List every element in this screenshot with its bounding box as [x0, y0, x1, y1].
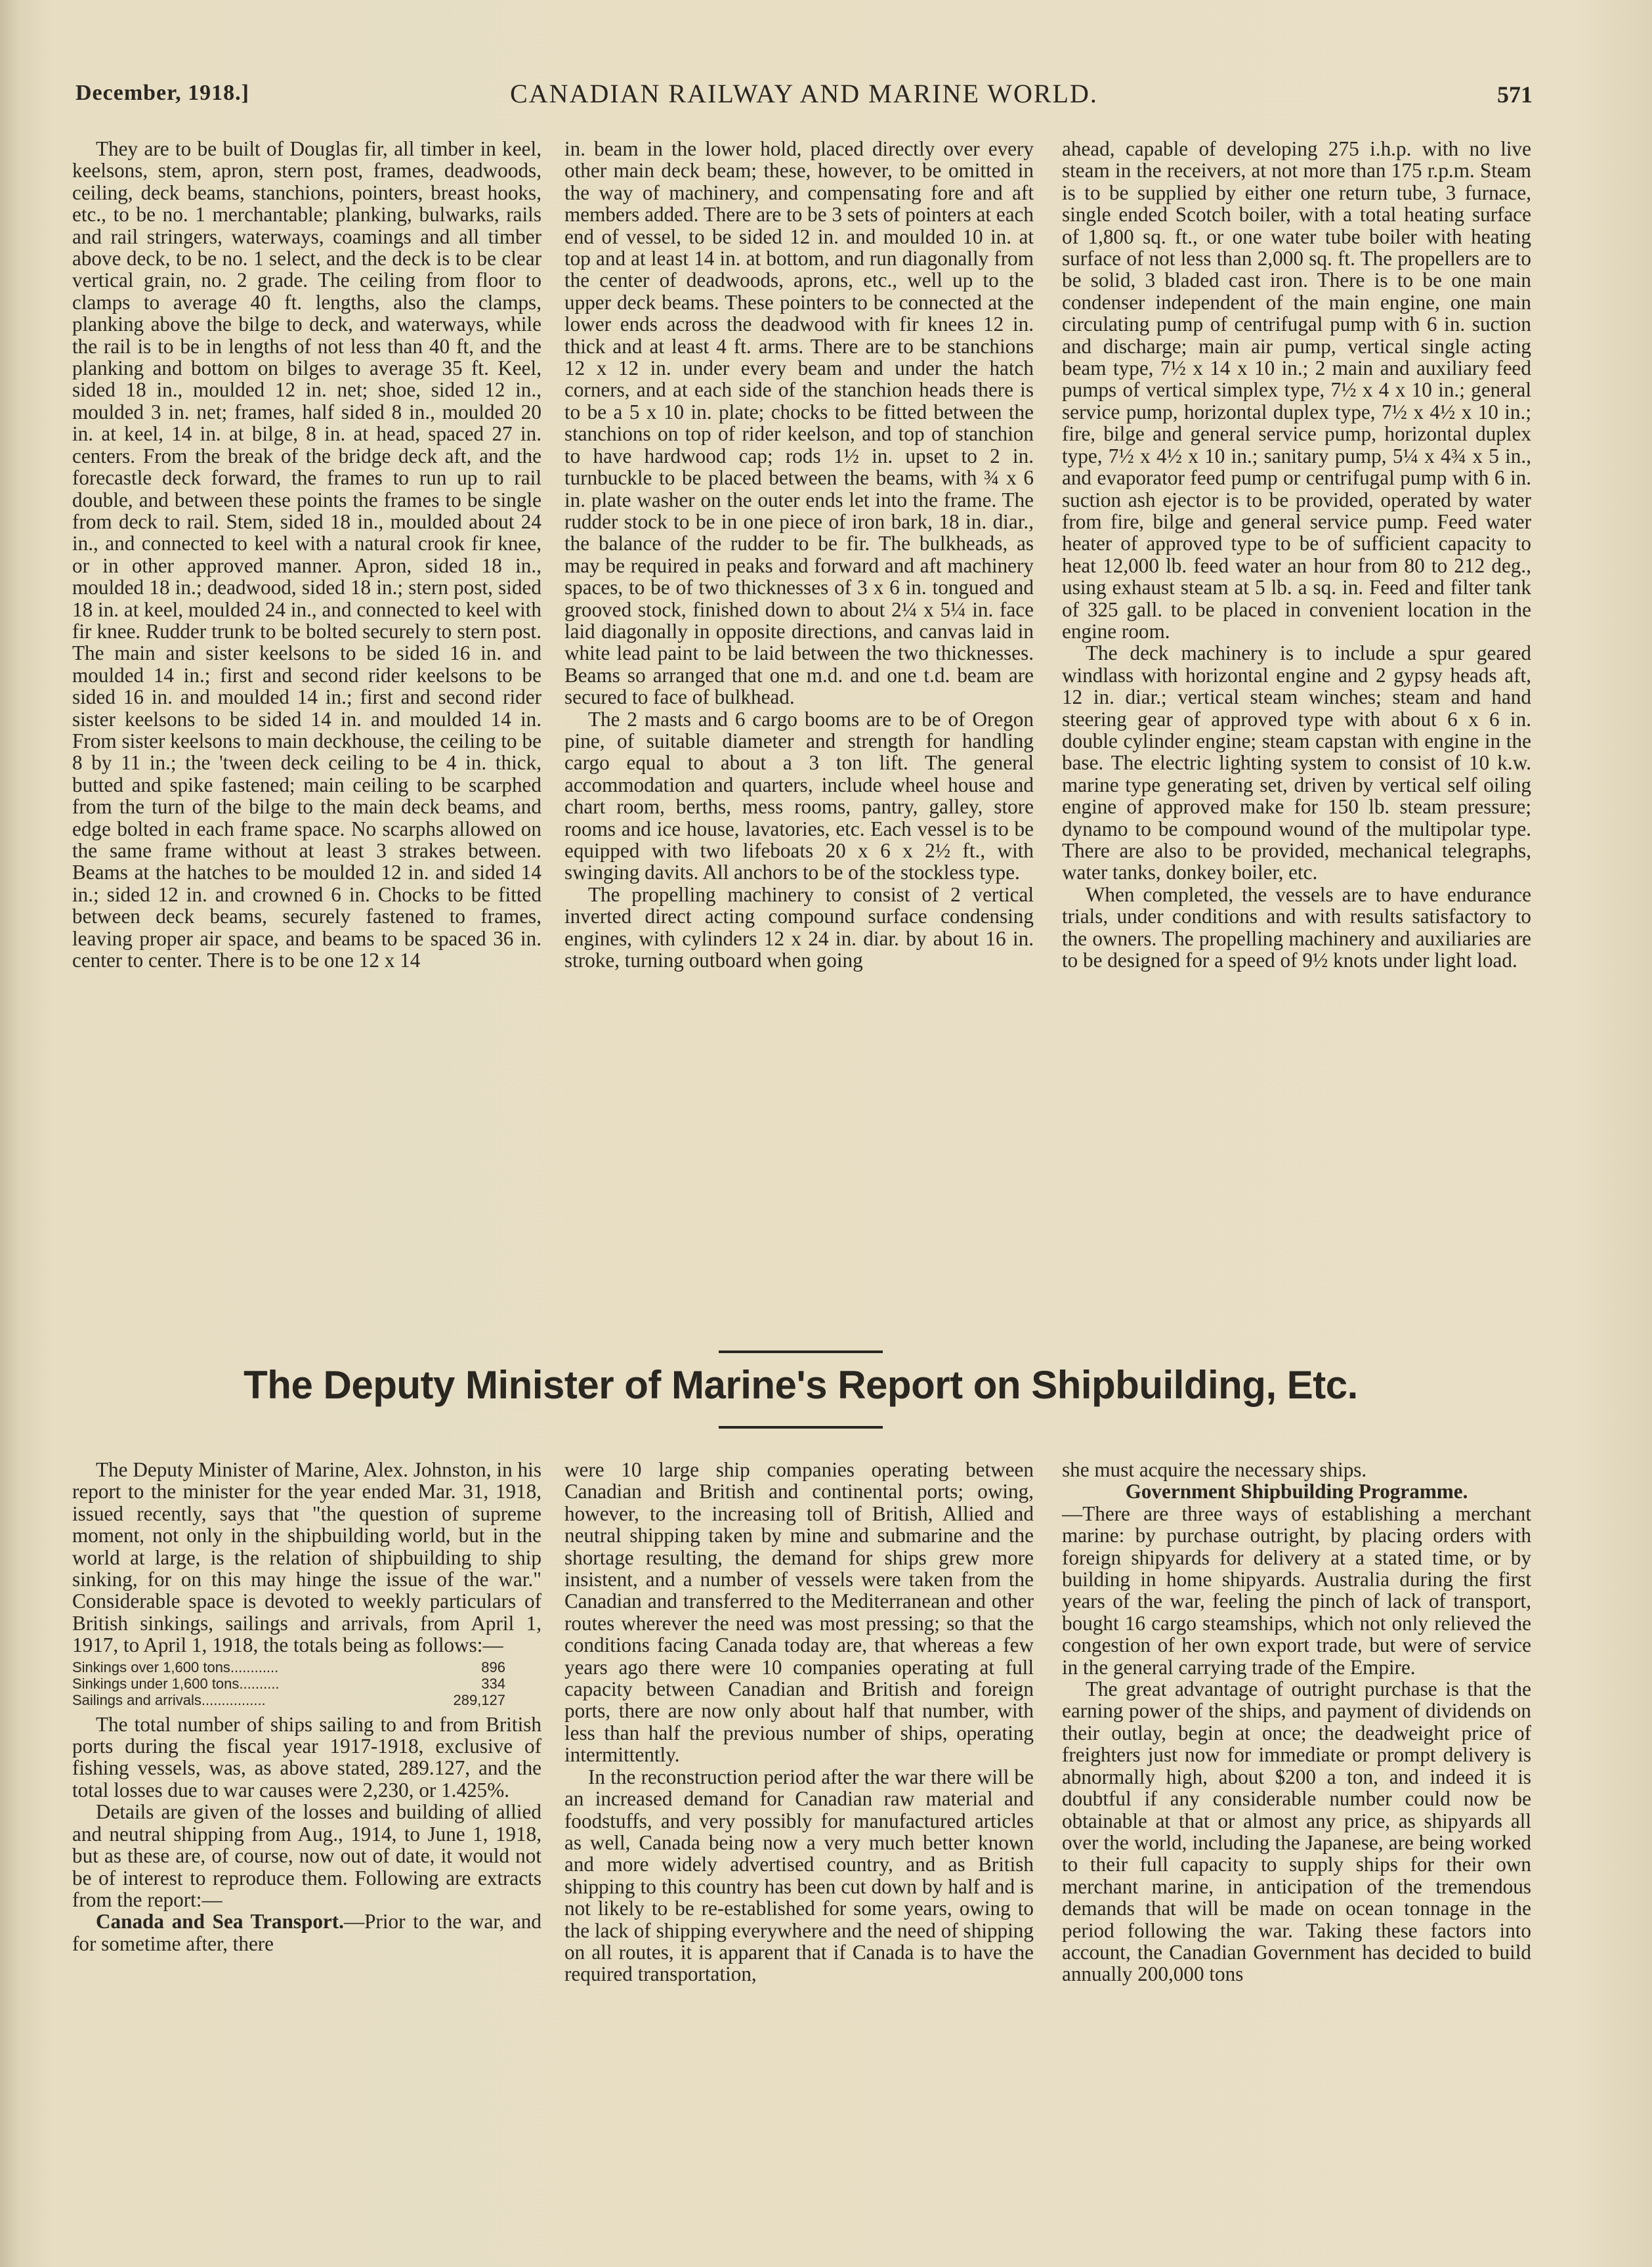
section-subhead: Canada and Sea Transport. [96, 1910, 344, 1933]
sinkings-stats-table [72, 1659, 541, 1708]
stats-row [72, 1659, 505, 1675]
paragraph: The deck machinery is to include a spur geared windlass with horizontal engine and 2 gypsy heads aft, 12 in. diar.; vertical steam winches; steam and hand steering gear of approved type with about 6 x 6 in. double cylinder engine; steam capstan with engine in the base. The electric lighting system to consist of 10 k.w. marine type generating set, driven by vertical self oiling engine of approved make for 150 lb. steam pressure; dynamo to be compound wound of the multipolar type. There are also to be provided, mechanical telegraphs, water tanks, donkey boiler, etc. [1062, 641, 1531, 884]
paragraph: were 10 large ship companies operating between Canadian and British and continental ports; owing, however, to the increasing toll of British, Allied and neutral shipping taken by mine and submarine and the shortage resulting, the demand for ships grew more insistent, and a number of vessels were taken from the Canadian and transferred to the Mediterranean and other routes wherever the need was most pressing; so that the conditions facing Canada today are, that whereas a few years ago there were 10 companies operating at full capacity between Canadian and British and foreign ports, there are now only about half that number, with less than half the previous number of ships, operating intermittently. [564, 1458, 1034, 1767]
stats-label: Sailings and arrivals................ [72, 1691, 266, 1708]
stats-value: 289,127 [453, 1691, 505, 1708]
stats-row [72, 1675, 505, 1692]
bottom-article-column-1 [72, 1459, 541, 1954]
paragraph: ahead, capable of developing 275 i.h.p. with no live steam in the receivers, at not more than 175 r.p.m. Steam is to be supplied by either one return tube, 3 furnace, single ended Scotch boiler, with a total heating surface of 1,800 sq. ft., or one water tube boiler with heating surface of not less than 2,000 sq. ft. The propellers are to be solid, 3 bladed cast iron. There is to be one main condenser independent of the main engine, one main circulating pump of centrifugal pump with 6 in. suction and discharge; main air pump, vertical single acting beam type, 7½ x 14 x 10 in.; 2 main and auxiliary feed pumps of vertical simplex type, 7½ x 4 x 10 in.; general service pump, horizontal duplex type, 7½ x 4½ x 10 in.; fire, bilge and general service pump, horizontal duplex type, 7½ x 4½ x 10 in.; sanitary pump, 5¼ x 4¾ x 5 in., and evaporator feed pump or centrifugal pump with 6 in. suction ash ejector is to be provided, operated by water from fire, bilge and general service pump. Feed water heater of approved type to be of sufficient capacity to heat 12,000 lb. feed water an hour from 80 to 212 deg., using exhaust steam at 5 lb. a sq. in. Feed and filter tank of 325 gall. to be placed in convenient location in the engine room. [1062, 137, 1531, 643]
bottom-article-column-2 [564, 1459, 1034, 1985]
stats-row [72, 1692, 505, 1708]
issue-date: December, 1918.] [75, 81, 249, 105]
bottom-article-column-3 [1062, 1459, 1531, 1985]
stats-value: 334 [481, 1675, 505, 1692]
paragraph: The total number of ships sailing to and from British ports during the fiscal year 1917-1918, exclusive of fishing vessels, was, as above stated, 289.127, and the total losses due to war causes were 2,230, or 1.425%. [72, 1712, 541, 1802]
paragraph: she must acquire the necessary ships. [1062, 1458, 1367, 1481]
paragraph [72, 1911, 541, 1954]
paragraph: —There are three ways of establishing a merchant marine: by purchase outright, by placing orders with foreign shipyards for delivery at a stated time, or by building in home shipyards. Australia during the first years of the war, feeling the pinch of lack of transport, bought 16 cargo steamships, which not only relieved the congestion of her own export trade, but were of service in the general carrying trade of the Empire. [1062, 1501, 1531, 1679]
paragraph: When completed, the vessels are to have endurance trials, under conditions and with results satisfactory to the owners. The propelling machinery and auxiliaries are to be designed for a speed of 9½ knots under light load. [1062, 882, 1531, 972]
stats-label: Sinkings over 1,600 tons............ [72, 1658, 279, 1675]
top-article-column-2 [564, 138, 1034, 971]
paragraph: The 2 masts and 6 cargo booms are to be of Oregon pine, of suitable diameter and strength for handling cargo equal to about a 3 ton lift. The general accommodation and quarters, include wheel house and chart room, berths, mess rooms, pantry, galley, store rooms and ice house, lavatories, etc. Each vessel is to be equipped with two lifeboats 20 x 6 x 2½ ft., with swinging davits. All anchors to be of the stockless type. [564, 707, 1034, 884]
top-article-column-3 [1062, 138, 1531, 971]
paragraph: The great advantage of outright purchase is that the earning power of the ships, and payment of dividends on their outlay, begin at once; the deadweight price of freighters just now for immediate or prompt delivery is abnormally high, about $200 a ton, and indeed it is doubtful if any considerable number could now be obtainable at that or almost any price, as shipyards all over the world, including the Japanese, are being worked to their full capacity to supply ships for their own merchant marine, in anticipation of the tremendous demands that will be made on ocean tonnage in the period following the war. Taking these factors into account, the Canadian Government has decided to build annually 200,000 tons [1062, 1677, 1531, 1986]
article-headline: The Deputy Minister of Marine's Report on Shipbuilding, Etc. [244, 1363, 1358, 1407]
page-number: 571 [1497, 81, 1533, 108]
paragraph-text: —Prior to the war, and for sometime after, there [72, 1910, 541, 1955]
paragraph: They are to be built of Douglas fir, all timber in keel, keelsons, stem, apron, stern post, frames, deadwoods, ceiling, deck beams, stanchions, pointers, breast hooks, etc., to be no. 1 merchantable; planking, bulwarks, rails and rail stringers, waterways, coamings and all timber above deck, to be no. 1 select, and the deck is to be clear vertical grain, no. 2 grade. The ceiling from floor to clamps to average 40 ft. lengths, also the clamps, planking above the bilge to deck, and waterways, while the rail is to be in lengths of not less than 40 ft, and the planking and bottom on bilges to average 35 ft. Keel, sided 18 in., moulded 12 in. net; shoe, sided 12 in., moulded 3 in. net; frames, half sided 8 in., moulded 20 in. at keel, 14 in. at bilge, 8 in. at head, spaced 27 in. centers. From the break of the bridge deck aft, and the forecastle deck forward, the frames to run up to rail double, and between these points the frames to be single from deck to rail. Stem, sided 18 in., moulded about 24 in., and connected to keel with a natural crook fir knee, or in other approved manner. Apron, sided 18 in., moulded 18 in.; deadwood, sided 18 in.; stern post, sided 18 in. at keel, moulded 24 in., and connected to keel with fir knee. Rudder trunk to be bolted securely to stern post. The main and sister keelsons to be sided 16 in. and moulded 14 in.; first and second rider keelsons to be sided 16 in. and moulded 14 in.; first and second rider sister keelsons to be sided 14 in. and moulded 14 in. From sister keelsons to main deckhouse, the ceiling to be 8 by 11 in.; the 'tween deck ceiling to be 4 in. thick, butted and spike fastened; main ceiling to be scarphed from the turn of the bilge to the main deck beams, and edge bolted in each frame space. No scarphs allowed on the same frame without at least 3 strakes between. Beams at the hatches to be moulded 12 in. and sided 14 in.; sided 12 in. and crowned 6 in. Chocks to be fitted between deck beams, securely fastened to frames, leaving proper air space, and beams to be spaced 36 in. center to center. There is to be one 12 x 14 [72, 137, 541, 972]
paragraph: The propelling machinery to consist of 2 vertical inverted direct acting compound surface condensing engines, with cylinders 12 x 24 in. diar. by about 16 in. stroke, turning outboard when going [564, 882, 1034, 972]
divider-rule [719, 1350, 883, 1353]
section-subhead: Government Shipbuilding Programme. [1125, 1480, 1468, 1503]
paragraph: Details are given of the losses and building of allied and neutral shipping from Aug., 1914, to June 1, 1918, but as these are, of course, now out of date, it would not be of interest to reproduce them. Following are extracts from the report:— [72, 1800, 541, 1911]
page-header [75, 76, 1533, 115]
stats-label: Sinkings under 1,600 tons.......... [72, 1675, 280, 1692]
stats-value: 896 [481, 1658, 505, 1675]
publication-title: CANADIAN RAILWAY AND MARINE WORLD. [510, 79, 1098, 108]
divider-rule [719, 1426, 883, 1429]
paragraph: The Deputy Minister of Marine, Alex. Johnston, in his report to the minister for the year ended Mar. 31, 1918, issued recently, says that "the question of supreme moment, not only in the shipbuilding world, but in the world at large, is the relation of shipbuilding to ship sinking, for on this may hinge the issue of the war." Considerable space is devoted to weekly particulars of British sinkings, sailings and arrivals, from April 1, 1917, to April 1, 1918, the totals being as follows:— [72, 1458, 541, 1657]
paragraph: in. beam in the lower hold, placed directly over every other main deck beam; these, however, to be omitted in the way of machinery, and compensating fore and aft members added. There are to be 3 sets of pointers at each end of vessel, to be sided 12 in. and moulded 10 in. at top and at least 14 in. at bottom, and run diagonally from the center of deadwoods, aprons, etc., well up to the upper deck beams. These pointers to be connected at the lower ends across the deadwood with fir knees 12 in. thick and at least 4 ft. arms. There are to be stanchions 12 x 12 in. under every beam and under the hatch corners, and at each side of the stanchion heads there is to be a 5 x 10 in. plate; chocks to be fitted between the stanchions on top of rider keelson, and top of stanchion to have hardwood cap; rods 1½ in. upset to 2 in. turnbuckle to be placed between the beams, with ¾ x 6 in. plate washer on the outer ends let into the frame. The rudder stock to be in one piece of iron bark, 18 in. diar., the balance of the rudder to be fir. The bulkheads, as may be required in peaks and forward and aft machinery spaces, to be of two thicknesses of 3 x 6 in. tongued and grooved stock, finished down to about 2¼ x 5¼ in. face laid diagonally in opposite directions, and canvas laid in white lead paint to be laid between the two thicknesses. Beams so arranged that one m.d. and one t.d. beam are secured to face of bulkhead. [564, 137, 1034, 709]
top-article-column-1 [72, 138, 541, 971]
paragraph: In the reconstruction period after the war there will be an increased demand for Canadian raw material and foodstuffs, and very possibly for manufactured articles as well, Canada being now a very much better known and more widely advertised country, and as British shipping to this country has been cut down by half and is not likely to be re-established for some years, owing to the lack of shipping everywhere and the need of shipping on all routes, it is apparent that if Canada is to have the required transportation, [564, 1765, 1034, 1986]
